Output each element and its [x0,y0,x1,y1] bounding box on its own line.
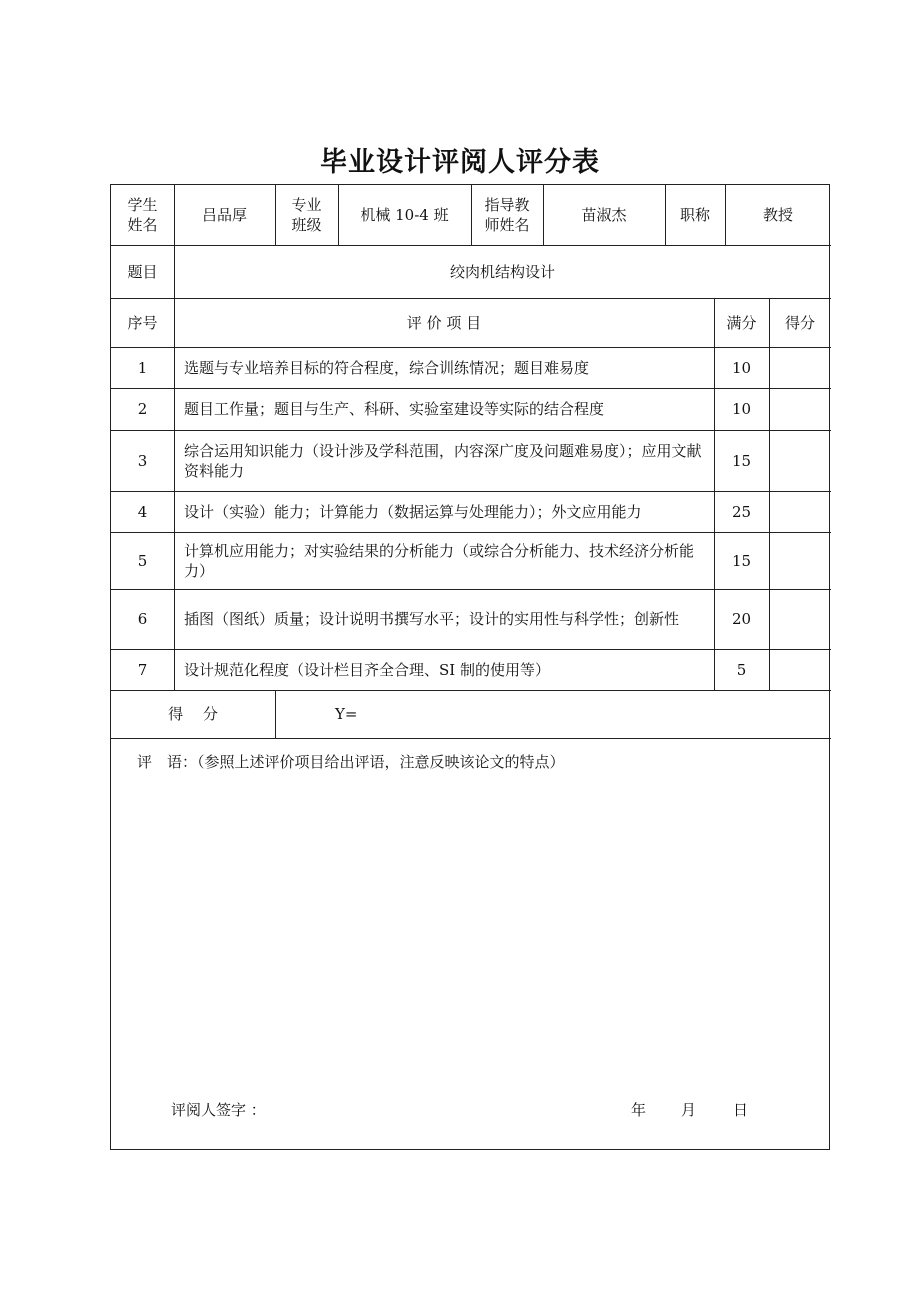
evaluation-form-table [110,184,830,1150]
item-text: 设计规范化程度（设计栏目齐全合理、SI 制的使用等） [184,660,550,679]
item-full-score: 5 [736,660,747,679]
col-header-no: 序号 [127,313,158,332]
item-got-score[interactable] [769,649,831,690]
student-name-value: 吕品厚 [201,206,247,224]
item-full-score: 10 [731,358,752,377]
item-text: 题目工作量；题目与生产、科研、实验室建设等实际的结合程度 [184,400,605,418]
page-title: 毕业设计评阅人评分表 [320,147,600,178]
item-got-score[interactable] [769,430,831,491]
item-full-score: 20 [731,610,752,628]
rank-label: 职称 [679,206,710,224]
comments-label: 评 语：（参照上述评价项目给出评语，注意反映该论文的特点） [137,753,565,771]
signature-year-label: 年 [631,1101,647,1119]
item-no: 1 [137,358,148,377]
item-got-score[interactable] [769,347,831,388]
col-header-full: 满分 [726,313,757,332]
item-full-score: 15 [731,551,752,570]
major-class-value: 机械 10-4 班 [360,206,449,224]
student-name-label: 学生 姓名 [127,196,158,234]
item-text: 计算机应用能力；对实验结果的分析能力（或综合分析能力、技术经济分析能力） [184,541,695,580]
topic-label: 题目 [127,262,158,281]
item-full-score: 10 [731,400,752,418]
item-text: 综合运用知识能力（设计涉及学科范围，内容深广度及问题难易度）；应用文献资料能力 [184,441,702,480]
comments-area[interactable] [111,775,831,1075]
item-text: 选题与专业培养目标的符合程度，综合训练情况；题目难易度 [184,358,590,377]
item-no: 3 [137,451,148,470]
item-full-score: 25 [731,502,752,521]
rank-value: 教授 [762,206,793,224]
total-score-value[interactable]: Y= [335,705,358,723]
major-class-label: 专业 班级 [291,196,322,234]
signature-month-label: 月 [681,1101,697,1119]
col-header-item: 评 价 项 目 [406,313,482,332]
item-full-score: 15 [731,451,752,470]
topic-value: 绞肉机结构设计 [449,262,555,281]
signature-day-label: 日 [733,1101,749,1119]
total-score-label: 得 分 [168,705,218,723]
advisor-name-label: 指导教 师姓名 [484,196,530,234]
row-divider [111,738,831,739]
item-text: 插图（图纸）质量；设计说明书撰写水平；设计的实用性与科学性；创新性 [184,610,680,628]
advisor-name-value: 苗淑杰 [581,206,627,224]
col-header-got: 得分 [784,313,815,332]
item-got-score[interactable] [769,388,831,430]
item-no: 7 [137,660,148,679]
reviewer-signature-label: 评阅人签字 ： [171,1101,266,1119]
item-no: 6 [137,610,148,628]
item-got-score[interactable] [769,589,831,649]
item-no: 2 [137,400,148,418]
item-no: 4 [137,502,148,521]
item-got-score[interactable] [769,532,831,589]
item-no: 5 [137,551,148,570]
item-got-score[interactable] [769,491,831,532]
item-text: 设计（实验）能力；计算能力（数据运算与处理能力）；外文应用能力 [184,502,642,521]
